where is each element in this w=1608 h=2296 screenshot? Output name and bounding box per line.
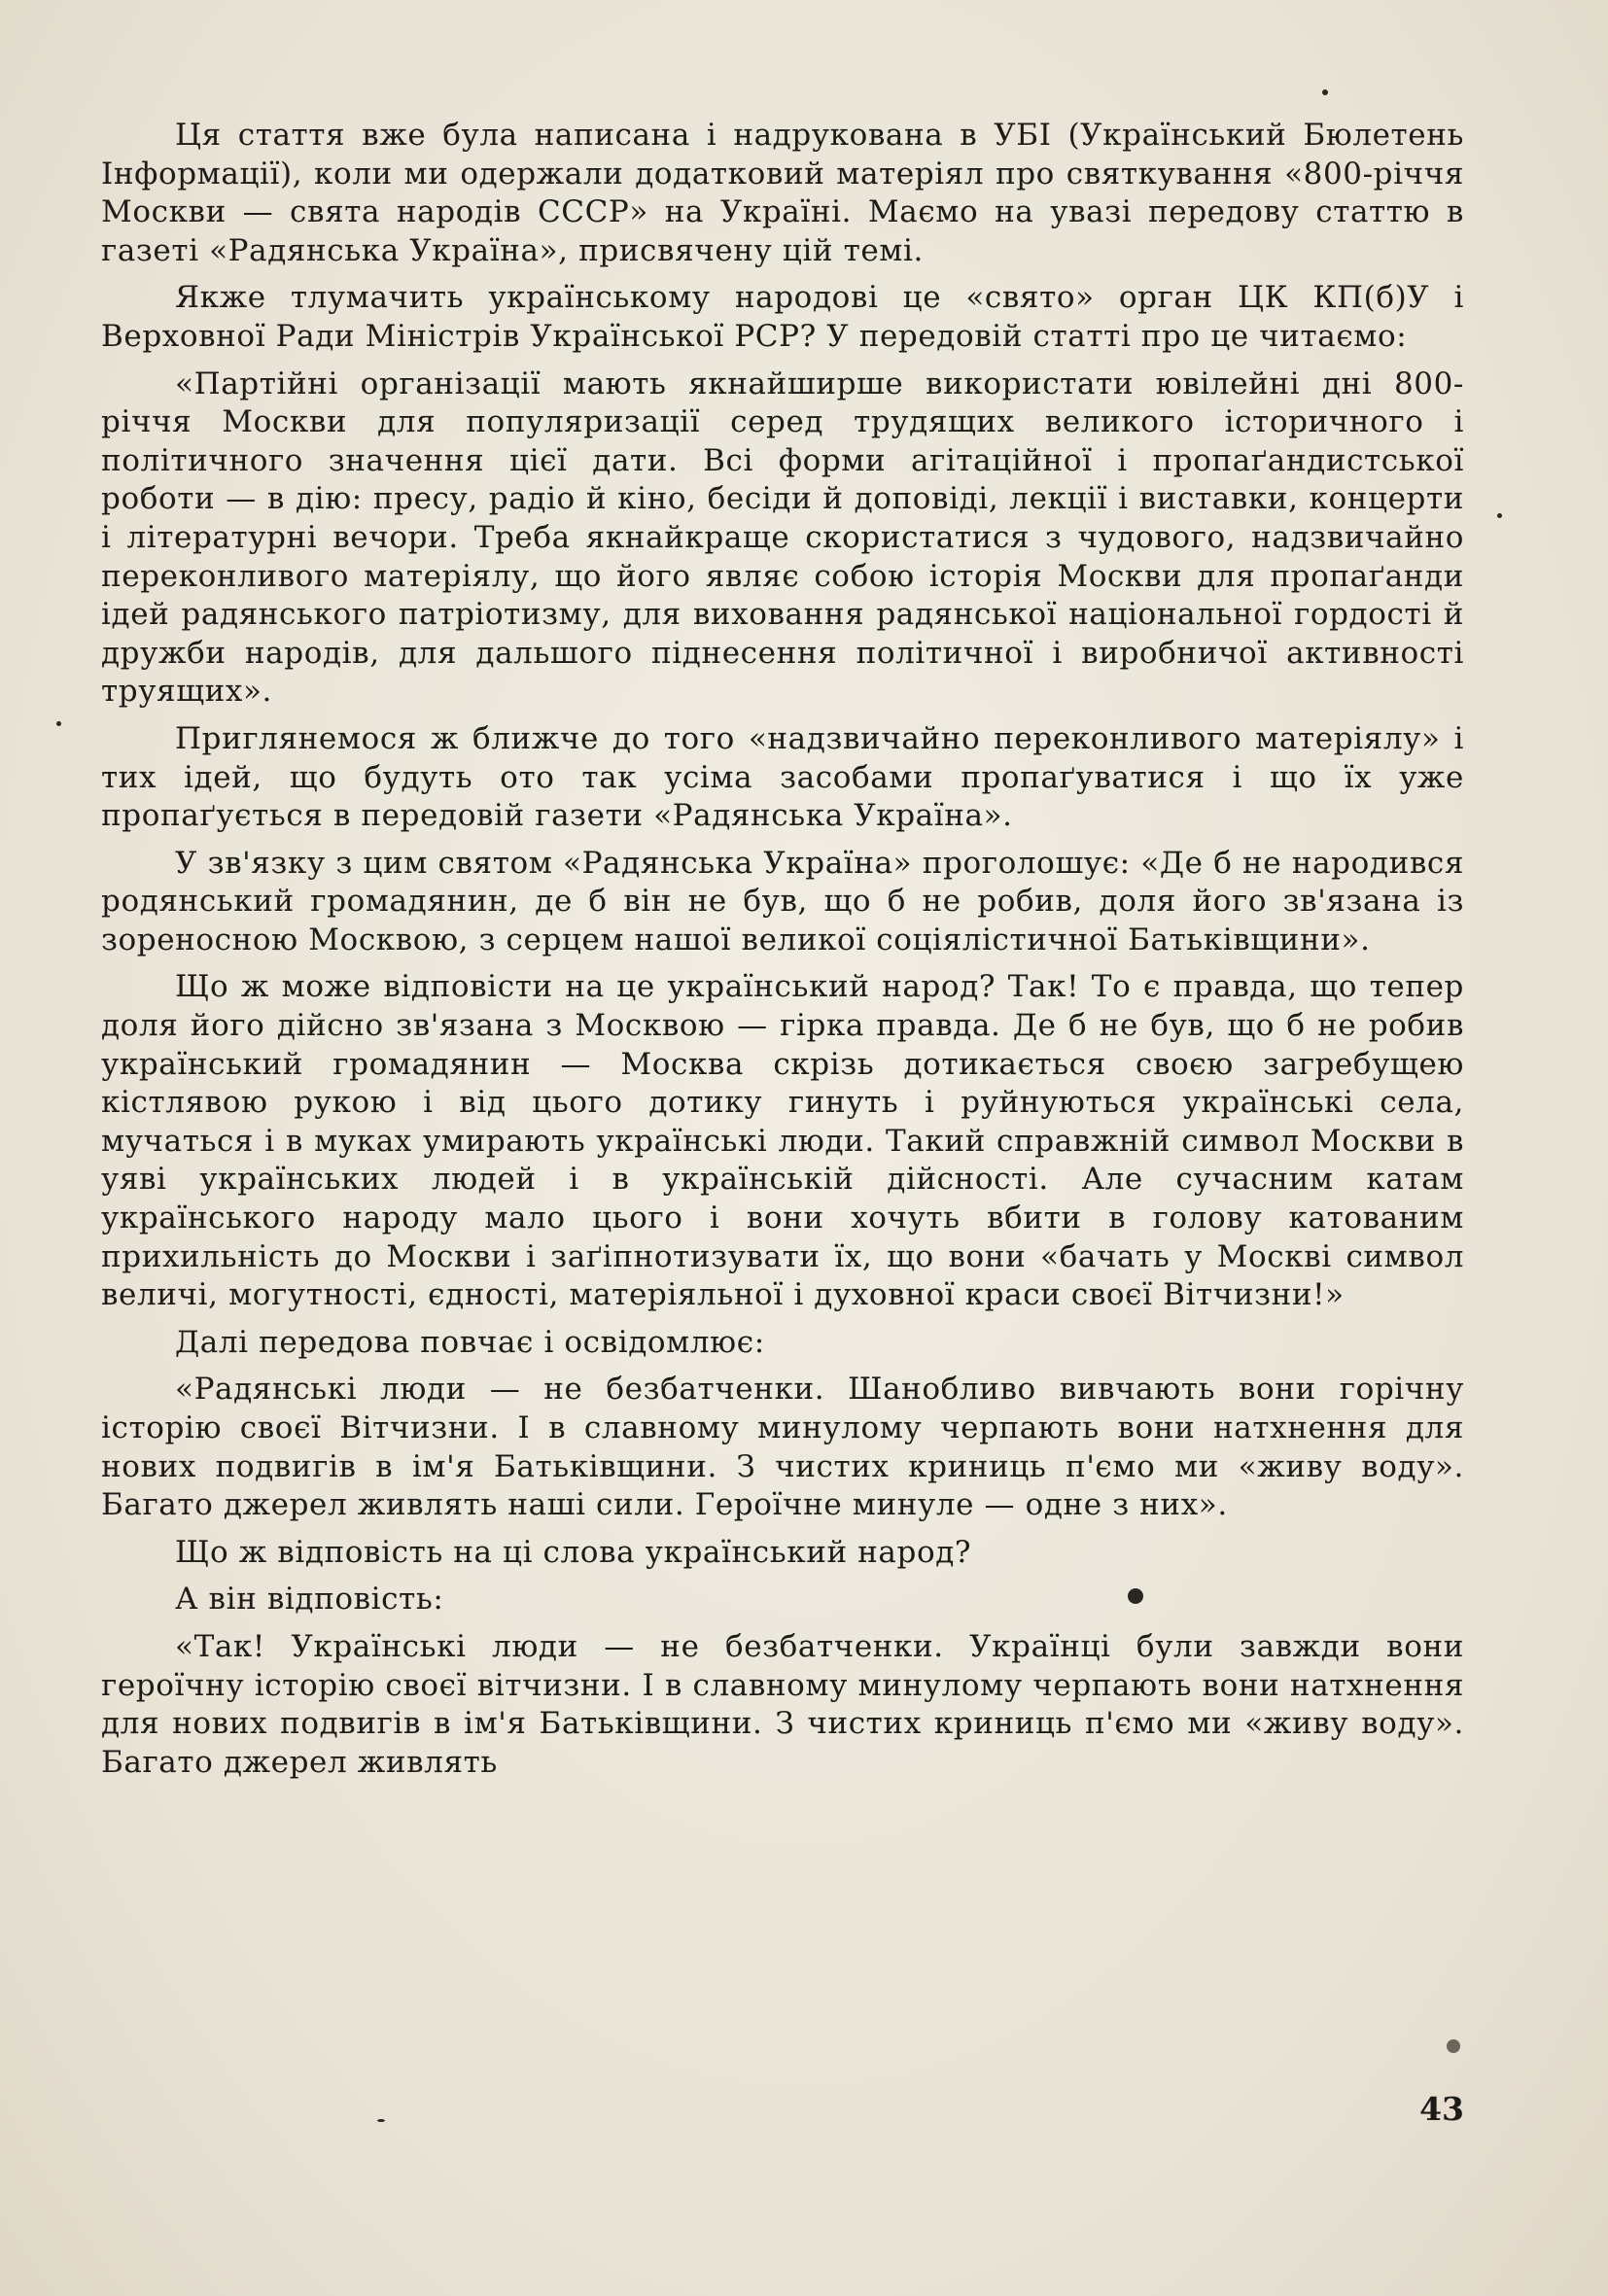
page-number: 43 [1419, 2090, 1464, 2128]
paragraph: У зв'язку з цим святом «Радянська Україна» проголошує: «Де б не народився родянський громадянин, де б він не був, що б не робив, доля його зв'язана із зореносною Москвою, з серцем нашої великої соціялістичної Батьківщини». [101, 845, 1464, 957]
paragraph: Приглянемося ж ближче до того «надзвичайно переконливого матеріялу» і тих ідей, що будуть ото так усіма засобами пропаґуватися і що їх уже пропаґується в передовій газети «Радянська Україна». [101, 720, 1464, 834]
paragraph: «Партійні організації мають якнайширше використати ювілейні дні 800-річчя Москви для популяризації серед трудящих великого історичного і політичного значення цієї дати. Всі форми агітаційної і пропаґандистської роботи — в дію: пресу, радіо й кіно, бесіди й доповіді, лекції і виставки, концерти і літературні вечори. Треба якнайкраще скористатися з чудового, надзвичайно переконливого матеріялу, що його являє собою історія Москви для пропаґанди ідей радянського патріотизму, для виховання радянської національної гордості й дружби народів, для дальшого піднесення політичної і виробничої активності труящих». [101, 365, 1464, 710]
paragraph: А він відповість: [175, 1582, 444, 1618]
print-speck [56, 721, 61, 726]
print-speck [377, 2119, 385, 2122]
paragraph: Що ж може відповісти на це український народ? Так! То є правда, що тепер доля його дійсно зв'язана з Москвою — гірка правда. Де б не був, що б не робив український громадянин — Москва скрізь дотикається своєю загребущею кістлявою рукою і від цього дотику гинуть і руйнуються українські села, мучаться і в муках умирають українські люди. Такий справжній символ Москви в уяві українських людей і в українській дійсності. Але сучасним катам українського народу мало цього і вони хочуть вбити в голову катованим прихильність до Москви і заґіпнотизувати їх, що вони «бачать у Москві символ величі, могутності, єдності, матеріяльної і духовної краси своєї Вітчизни!» [101, 969, 1464, 1313]
print-speck [1322, 89, 1328, 95]
paragraph: Якже тлумачить українському народові це «свято» орган ЦК КП(б)У і Верховної Ради Міністрів Української РСР? У передовій статті про це читаємо: [101, 280, 1464, 354]
print-speck [1447, 2039, 1460, 2053]
paragraph: Ця стаття вже була написана і надрукована в УБІ (Український Бюлетень Інформації), коли ми одержали додатковий матеріял про святкування «800-річчя Москви — свята народів СССР» на Україні. Маємо на увазі передову статтю в газеті «Радянська Україна», присвячену цій темі. [101, 118, 1464, 268]
paragraph: Далі передова повчає і освідомлює: [175, 1324, 765, 1360]
paragraph: Що ж відповість на ці слова український народ? [175, 1534, 972, 1570]
paragraph: «Так! Українські люди — не безбатченки. Українці були завжди вони героїчну історію своєї вітчизни. І в славному минулому черпають вони натхнення для нових подвигів в ім'я Батьківщини. З чистих криниць п'ємо ми «живу воду». Багато джерел живлять [101, 1628, 1464, 1780]
print-speck [1497, 513, 1502, 518]
article-body [101, 117, 1464, 1791]
print-speck [1128, 1588, 1143, 1604]
paragraph: «Радянські люди — не безбатченки. Шанобливо вивчають вони горічну історію своєї Вітчизни. І в славному минулому черпають вони натхнення для нових подвигів в ім'я Батьківщини. З чистих криниць п'ємо ми «живу воду». Багато джерел живлять наші сили. Героїчне минуле — одне з них». [101, 1372, 1464, 1523]
